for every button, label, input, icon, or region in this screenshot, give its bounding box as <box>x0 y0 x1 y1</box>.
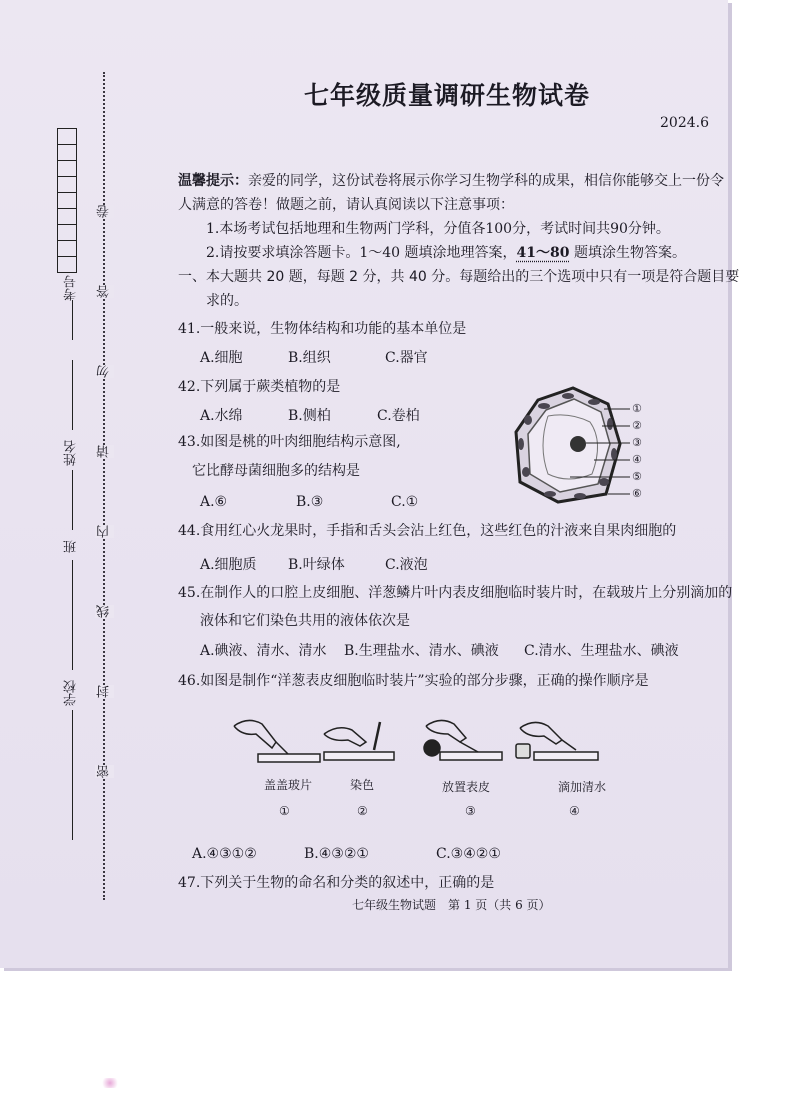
label-ban: 班 <box>64 540 79 553</box>
option: B.生理盐水、清水、碘液 <box>344 643 499 659</box>
label-xuexiao: 学校 <box>64 680 79 706</box>
cell-label: ④ <box>632 453 642 466</box>
tip-line-1 <box>178 170 724 190</box>
seal-char: 内 <box>97 525 112 538</box>
question-stem: 47.下列关于生物的命名和分类的叙述中，正确的是 <box>178 875 495 891</box>
option: C.液泡 <box>385 557 428 573</box>
option: B.③ <box>296 494 324 510</box>
step-caption: 染色 <box>350 778 375 792</box>
step-number: ④ <box>569 804 580 818</box>
option: C.① <box>391 494 419 510</box>
note-2-pre: 2.请按要求填涂答题卡。1～40 题填涂地理答案， <box>206 245 517 261</box>
seal-char: 封 <box>97 685 112 698</box>
question-stem-cont: 液体和它们染色共用的液体依次是 <box>200 613 410 629</box>
page-footer: 七年级生物试题 第 1 页（共 6 页） <box>352 898 551 912</box>
option: A.细胞 <box>200 350 243 366</box>
step-caption: 放置表皮 <box>442 780 491 794</box>
step-caption: 盖盖玻片 <box>264 778 313 792</box>
seal-char: 勿 <box>97 365 112 378</box>
option: B.④③②① <box>304 846 369 862</box>
label-kaohao: 考号 <box>64 275 79 301</box>
note-1: 1.本场考试包括地理和生物两门学科，分值各100分，考试时间共90分钟。 <box>206 221 670 237</box>
question-stem: 43.如图是桃的叶肉细胞结构示意图, <box>178 434 401 450</box>
cell-label: ① <box>632 402 642 415</box>
question-stem: 41.一般来说，生物体结构和功能的基本单位是 <box>178 321 467 337</box>
option: C.器官 <box>385 350 428 366</box>
question-stem: 44.食用红心火龙果时，手指和舌头会沾上红色，这些红色的汁液来自果肉细胞的 <box>178 523 677 539</box>
seal-char: 请 <box>97 445 112 458</box>
option: A.碘液、清水、清水 <box>200 643 327 659</box>
option: B.叶绿体 <box>288 557 345 573</box>
option: A.细胞质 <box>200 557 257 573</box>
step-number: ③ <box>465 804 476 818</box>
exam-number-boxes <box>57 128 77 273</box>
school-line <box>72 710 73 840</box>
option: B.侧柏 <box>288 408 331 424</box>
option: A.水绵 <box>200 408 243 424</box>
tip-label: 温馨提示： <box>178 173 248 189</box>
option: C.③④②① <box>436 846 501 862</box>
question-stem: 45.在制作人的口腔上皮细胞、洋葱鳞片叶内表皮细胞临时装片时，在载玻片上分别滴加的 <box>178 585 733 601</box>
seal-char: 密 <box>97 765 112 778</box>
step-number: ① <box>279 804 290 818</box>
section-heading-cont: 求的。 <box>206 293 248 309</box>
seal-char: 线 <box>97 605 112 618</box>
option: A.⑥ <box>200 494 228 510</box>
question-stem-cont: 它比酵母菌细胞多的结构是 <box>192 463 360 479</box>
label-xingming: 姓名 <box>64 440 79 466</box>
seal-char: 答 <box>97 285 112 298</box>
note-2 <box>206 242 686 262</box>
note-2-emphasis: 41～80 <box>516 245 570 261</box>
question-stem: 46.如图是制作“洋葱表皮细胞临时装片”实验的部分步骤，正确的操作顺序是 <box>178 673 649 689</box>
step-caption: 滴加清水 <box>558 780 607 794</box>
name-line-bottom <box>72 470 73 530</box>
cell-label: ③ <box>632 436 642 449</box>
exam-number-line <box>72 300 73 340</box>
cell-label: ② <box>632 419 642 432</box>
note-2-post: 题填涂生物答案。 <box>569 245 686 261</box>
tip-text-2: 人满意的答卷！做题之前，请认真阅读以下注意事项： <box>178 197 514 213</box>
question-stem: 42.下列属于蕨类植物的是 <box>178 379 341 395</box>
option: C.卷柏 <box>377 408 420 424</box>
exam-date: 2024.6 <box>660 115 709 131</box>
slide-steps-illustration <box>228 712 608 772</box>
ink-smudge <box>100 1078 120 1088</box>
option: A.④③①② <box>192 846 257 862</box>
option: B.组织 <box>288 350 331 366</box>
step-number: ② <box>357 804 368 818</box>
exam-title: 七年级质量调研生物试卷 <box>304 81 591 110</box>
tip-text-1: 亲爱的同学，这份试卷将展示你学习生物学科的成果，相信你能够交上一份令 <box>248 173 724 189</box>
leaf-cell-diagram <box>508 382 668 512</box>
seal-char: 卷 <box>97 205 112 218</box>
option: C.清水、生理盐水、碘液 <box>524 643 679 659</box>
section-heading: 一、本大题共 20 题，每题 2 分，共 40 分。每题给出的三个选项中只有一项是符合题目要 <box>178 269 740 285</box>
cell-label: ⑥ <box>632 487 642 500</box>
class-line <box>72 560 73 670</box>
name-line-top <box>72 360 73 430</box>
cell-label: ⑤ <box>632 470 642 483</box>
